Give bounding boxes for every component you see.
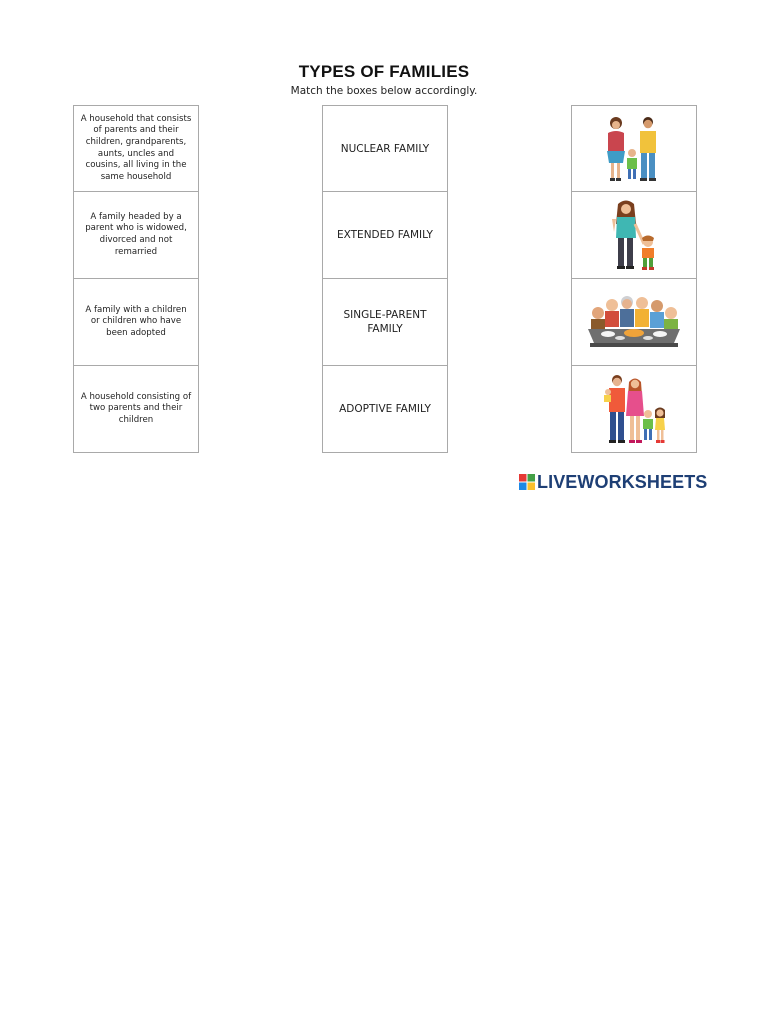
- family-type-box[interactable]: [322, 105, 448, 192]
- family-with-children-icon: [602, 372, 666, 446]
- family-type-column: [322, 105, 448, 453]
- mother-with-child-icon: [606, 198, 662, 272]
- description-text: A family headed by a parent who is widowed, divorced and not remarried: [85, 211, 187, 257]
- picture-box[interactable]: [571, 192, 697, 279]
- description-box[interactable]: [73, 105, 199, 192]
- worksheet-title: TYPES OF FAMILIES: [298, 62, 470, 81]
- description-text: A household consisting of two parents and their children: [80, 391, 192, 425]
- family-type-label: SINGLE-PARENT FAMILY: [343, 309, 427, 335]
- description-text: A household that consists of parents and their children, grandparents, aunts, uncles and cousins, all living in the same household: [80, 113, 192, 182]
- family-type-label: ADOPTIVE FAMILY: [339, 403, 431, 415]
- parents-with-child-icon: [602, 113, 666, 185]
- liveworksheets-wordmark: LIVEWORKSHEETS: [537, 471, 708, 492]
- picture-box[interactable]: [571, 279, 697, 366]
- description-box[interactable]: [73, 279, 199, 366]
- family-type-label: EXTENDED FAMILY: [337, 229, 433, 241]
- picture-column: [571, 105, 697, 453]
- picture-box[interactable]: [571, 366, 697, 453]
- worksheet-instruction: Match the boxes below accordingly.: [290, 85, 478, 97]
- family-type-label: NUCLEAR FAMILY: [340, 142, 430, 155]
- description-box[interactable]: [73, 366, 199, 453]
- description-box[interactable]: [73, 192, 199, 279]
- liveworksheets-cube-icon: [519, 474, 535, 490]
- large-family-dinner-icon: [586, 293, 682, 351]
- description-text: A family with a children or children who have been adopted: [85, 304, 187, 338]
- picture-box[interactable]: [571, 105, 697, 192]
- family-type-box[interactable]: [322, 192, 448, 279]
- liveworksheets-logo: [519, 472, 707, 492]
- family-type-box[interactable]: [322, 279, 448, 366]
- description-column: [73, 105, 199, 453]
- family-type-box[interactable]: [322, 366, 448, 453]
